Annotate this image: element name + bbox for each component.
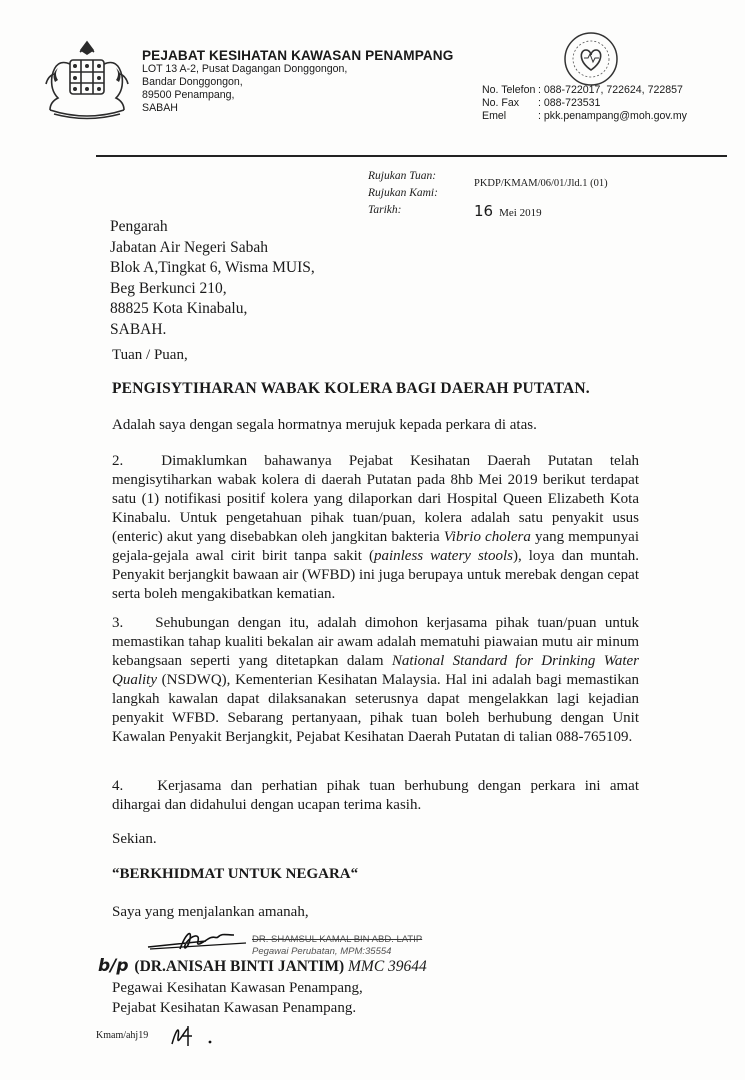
on-behalf-mark: b/p	[98, 956, 129, 976]
signatory-mmc: MMC 39644	[348, 958, 427, 975]
contact-block	[482, 84, 687, 124]
recipient-line: SABAH.	[110, 320, 167, 338]
paragraph-number: 4.	[112, 778, 124, 794]
file-reference: Kmam/ahj19	[96, 1030, 149, 1041]
officer-stamp	[252, 934, 422, 957]
trust-line: Saya yang menjalankan amanah,	[112, 904, 309, 920]
salutation: Tuan / Puan,	[112, 347, 188, 363]
subject-heading: PENGISYTIHARAN WABAK KOLERA BAGI DAERAH PUTATAN.	[112, 380, 590, 397]
initials-mark	[168, 1020, 216, 1055]
recipient-line: Blok A,Tingkat 6, Wisma MUIS,	[110, 259, 315, 276]
stamp-designation: Pegawai Perubatan, MPM:35554	[252, 945, 392, 957]
rujukan-kami-label: Rujukan Kami:	[368, 187, 438, 199]
opening-paragraph: Adalah saya dengan segala hormatnya merujuk kepada perkara di atas.	[112, 417, 537, 433]
signatory-title: Pegawai Kesihatan Kawasan Penampang, Pejabat Kesihatan Kawasan Penampang.	[112, 980, 363, 1016]
letter-date: 16 Mei 2019	[474, 202, 542, 220]
reference-labels	[368, 168, 438, 219]
organization-address	[142, 63, 347, 115]
rujukan-kami-value: PKDP/KMAM/06/01/Jld.1 (01)	[474, 178, 608, 189]
tarikh-label: Tarikh:	[368, 204, 402, 216]
recipient-line: Beg Berkunci 210,	[110, 279, 227, 297]
address-line: LOT 13 A-2, Pusat Dagangan Donggongon,	[142, 63, 348, 75]
signatory-name: (DR.ANISAH BINTI JANTIM)	[134, 958, 345, 975]
recipient-line: 88825 Kota Kinabalu,	[110, 300, 248, 317]
recipient-line: Pengarah	[110, 218, 168, 235]
organization-name: PEJABAT KESIHATAN KAWASAN PENAMPANG	[142, 48, 454, 63]
recipient-address	[110, 217, 315, 340]
paragraph-2: 2. Dimaklumkan bahawanya Pejabat Kesihatan Daerah Putatan telah mengisytiharkan wabak kolera di daerah Putatan pada 8hb Mei 2019 berikut terdapat satu (1) notifikasi positif kolera yang dilaporkan dari Hospital Queen Elizabeth Kota Kinabalu. Untuk pengetahuan pihak tuan/puan, kolera adalah satu penyakit usus (enteric) akut yang disebabkan oleh jangkitan bakteria Vibrio cholera yang mempunyai gejala-gejala awal cirit birit tanpa sakit (painless watery stools), loya dan muntah. Penyakit berjangkit bawaan air (WFBD) ini juga berupaya untuk merebak dengan cepat serta boleh mengakibatkan kematian.	[112, 453, 640, 602]
contact-phone: No. Telefon : 088-722017, 722624, 722857	[482, 84, 683, 96]
paragraph-3: 3. Sehubungan dengan itu, adalah dimohon kerjasama pihak tuan/puan untuk memastikan tahap kualiti bekalan air awam adalah mematuhi piawaian mutu air minum kebangsaan seperti yang ditetapkan dalam National Standard for Drinking Water Quality (NSDWQ), Kementerian Kesihatan Malaysia. Hal ini adalah bagi memastikan langkah kawalan dapat dilaksanakan seterusnya dapat mengelakkan lagi kejadian penyakit WFBD. Sebarang pertanyaan, pihak tuan boleh berhubung dengan Unit Kawalan Penyakit Berjangkit, Pejabat Kesihatan Daerah Putatan di talian 088-765109.	[112, 615, 639, 745]
contact-fax: No. Fax : 088-723531	[482, 97, 601, 110]
address-line: 89500 Penampang,	[142, 89, 235, 101]
address-line: Bandar Donggongon,	[142, 76, 243, 88]
motto: “BERKHIDMAT UNTUK NEGARA“	[112, 866, 359, 882]
coat-of-arms-logo	[40, 38, 134, 122]
letterhead-divider	[96, 155, 727, 157]
stamp-name: DR. SHAMSUL KAMAL BIN ABD. LATIP	[252, 934, 423, 945]
rujukan-tuan-label: Rujukan Tuan:	[368, 170, 437, 182]
paragraph-4: 4. Kerjasama dan perhatian pihak tuan berhubung dengan perkara ini amat dihargai dan didahului dengan ucapan terima kasih.	[112, 778, 639, 813]
date-day-handwritten: 16	[474, 202, 494, 220]
address-line: SABAH	[142, 102, 178, 114]
health-emblem-logo	[562, 30, 620, 88]
paragraph-number: 3.	[112, 615, 124, 631]
closing: Sekian.	[112, 831, 157, 847]
contact-email: Emel : pkk.penampang@moh.gov.my	[482, 110, 687, 123]
signatory-name-line	[98, 956, 427, 976]
recipient-line: Jabatan Air Negeri Sabah	[110, 238, 268, 256]
paragraph-number: 2.	[112, 453, 124, 469]
